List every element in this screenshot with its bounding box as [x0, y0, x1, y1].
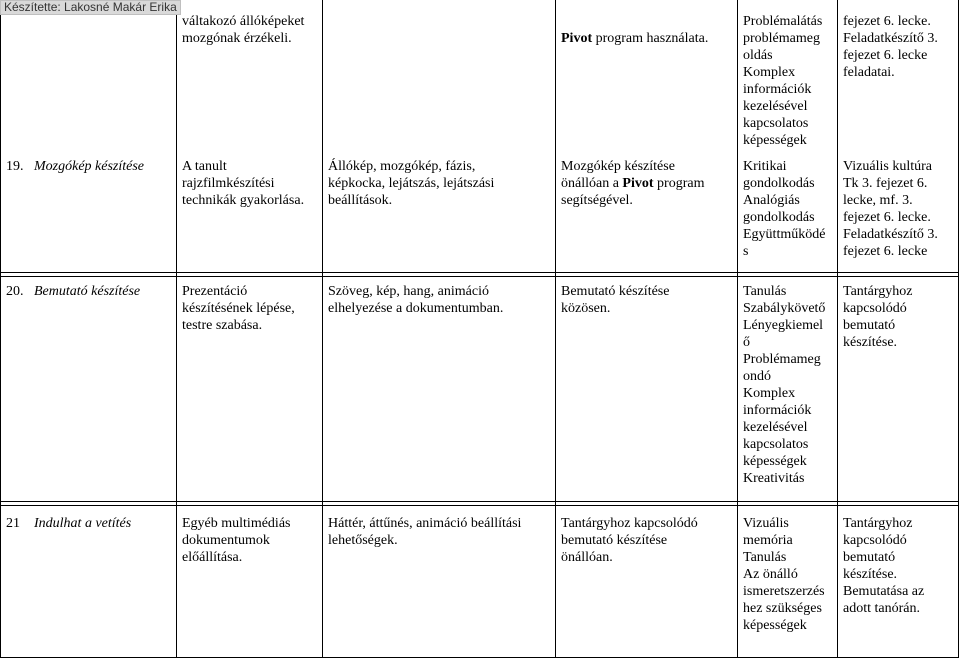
table-border: [176, 0, 177, 658]
table-border: [322, 0, 323, 658]
row-concepts: Állókép, mozgókép, fázis, képkocka, lejátszás, lejátszási beállítások.: [328, 159, 495, 208]
top-activity-cell: [561, 13, 736, 47]
row-resources: Tantárgyhoz kapcsolódó bemutató készítése.: [843, 284, 913, 350]
row-number: 21: [6, 516, 20, 531]
row-goal: Egyéb multimédiás dokumentumok előállítása.: [182, 516, 291, 565]
row-resources: Tantárgyhoz kapcsolódó bemutató készítése. Bemutatása az adott tanórán.: [843, 516, 925, 616]
row-activity: Bemutató készítése közösen.: [561, 284, 670, 316]
row-number: 20.: [6, 284, 24, 299]
row-skills: Vizuális memória Tanulás Az önálló ismeretszerzés hez szükséges képességek: [743, 516, 825, 633]
row-goal: Prezentáció készítésének lépése, testre szabása.: [182, 284, 295, 333]
row-concepts: Szöveg, kép, hang, animáció elhelyezése a dokumentumban.: [328, 284, 504, 316]
activity-text: program használata.: [592, 31, 709, 46]
row-skills: Tanulás Szabálykövető Lényegkiemel ő Problémameg ondó Komplex információk kezelésével kapcsolatos képességek Kreativitás: [743, 284, 826, 486]
row-topic: Bemutató készítése: [34, 284, 141, 299]
top-resources-cell: fejezet 6. lecke. Feladatkészítő 3. fejezet 6. lecke feladatai.: [843, 14, 938, 80]
top-goal-cell: váltakozó állóképeket mozgónak érzékeli.: [182, 14, 305, 46]
row-topic: Mozgókép készítése: [34, 159, 145, 174]
activity-text: Mozgókép készítése önállóan a: [561, 159, 675, 191]
pivot-label: Pivot: [561, 31, 593, 46]
row-topic: Indulhat a vetítés: [34, 516, 132, 531]
row-skills: Kritikai gondolkodás Analógiás gondolkodás Együttműködé s: [743, 159, 826, 259]
table-border: [737, 0, 738, 658]
table-border: [958, 0, 959, 658]
author-label: Készítette: Lakosné Makár Erika: [0, 0, 181, 15]
row-activity: [561, 158, 736, 209]
table-border: [0, 276, 959, 277]
top-skills-cell: Problémalátás problémameg oldás Komplex információk kezelésével kapcsolatos képességek: [743, 14, 823, 148]
table-border: [0, 501, 959, 502]
row-number: 19.: [6, 159, 24, 174]
row-goal: A tanult rajzfilmkészítési technikák gyakorlása.: [182, 159, 305, 208]
table-border: [0, 505, 959, 506]
table-border: [837, 0, 838, 658]
row-concepts: Háttér, áttűnés, animáció beállítási lehetőségek.: [328, 516, 522, 548]
table-border: [555, 0, 556, 658]
pivot-label: Pivot: [622, 176, 654, 191]
table-border: [0, 0, 1, 658]
row-resources: Vizuális kultúra Tk 3. fejezet 6. lecke, mf. 3. fejezet 6. lecke. Feladatkészítő 3. fejezet 6. lecke: [843, 159, 938, 259]
row-activity: Tantárgyhoz kapcsolódó bemutató készítése önállóan.: [561, 516, 698, 565]
table-border: [0, 272, 959, 273]
activity-text: program segítségével.: [561, 176, 705, 208]
